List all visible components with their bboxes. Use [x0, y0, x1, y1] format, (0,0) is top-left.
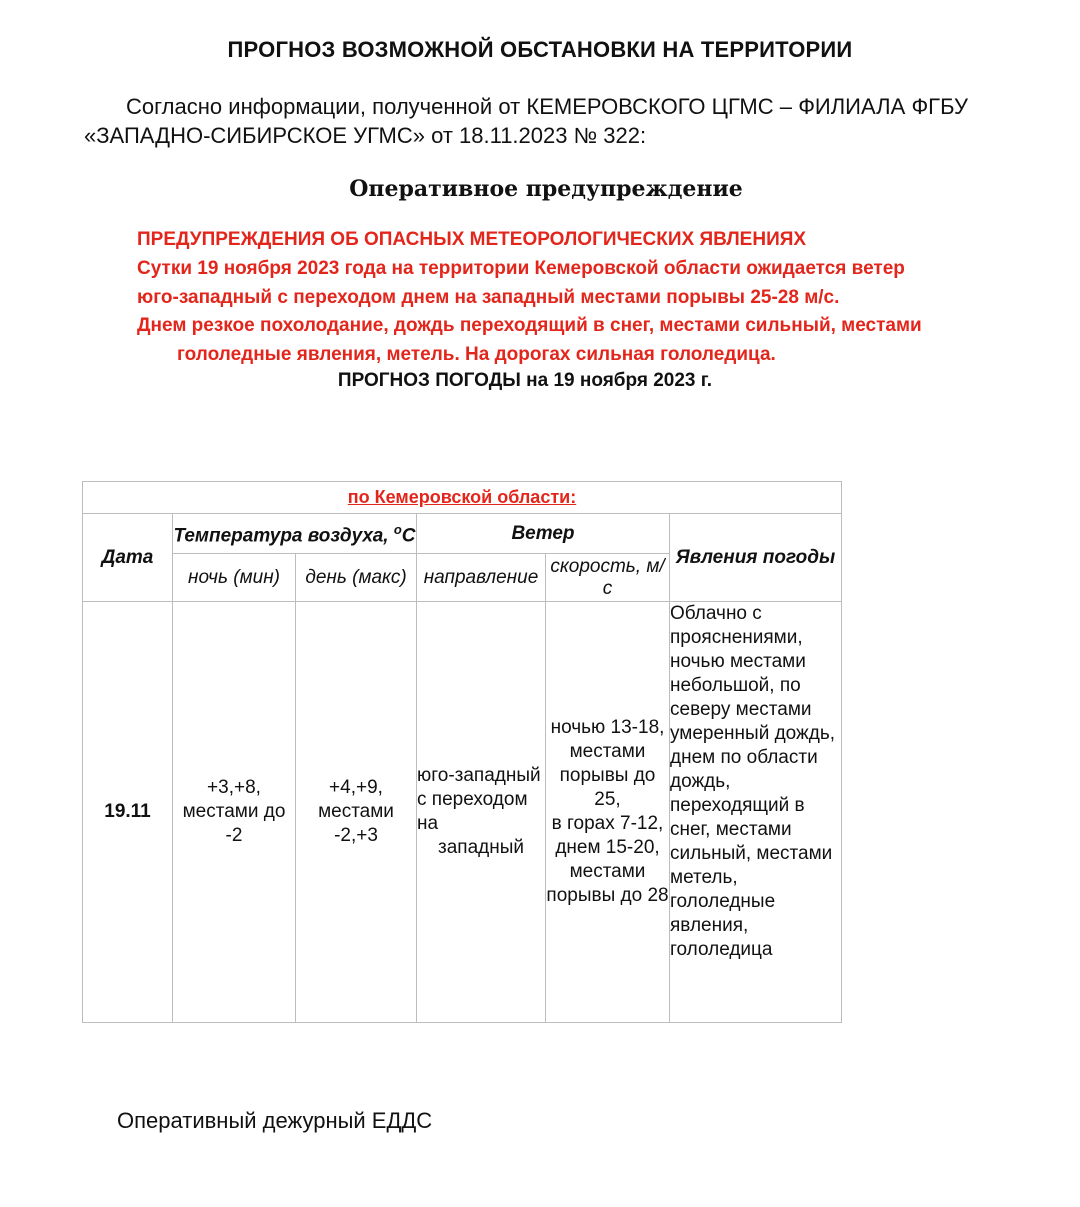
weather-table	[82, 481, 842, 1023]
warning-line: Днем резкое похолодание, дождь переходящий в снег, местами сильный, местами	[137, 315, 922, 336]
header-direction: направление	[417, 554, 546, 602]
header-temperature-label: Температура воздуха,	[173, 525, 394, 547]
direction-line: юго-западный	[417, 765, 541, 786]
subtitle: Оперативное предупреждение	[349, 176, 743, 202]
region-label: по Кемеровской области:	[347, 487, 577, 507]
forecast-heading-date: на 19 ноября 2023 г.	[520, 370, 713, 391]
speed-line: днем 15-20, местами порывы до 28	[546, 837, 669, 906]
warning-heading: ПРЕДУПРЕЖДЕНИЯ ОБ ОПАСНЫХ МЕТЕОРОЛОГИЧЕСКИХ ЯВЛЕНИЯХ	[137, 229, 807, 250]
speed-line: местами порывы до 25,	[559, 741, 656, 810]
header-date: Дата	[83, 514, 173, 602]
header-wind: Ветер	[417, 514, 670, 554]
warning-line: гололедные явления, метель. На дорогах сильная гололедица.	[177, 344, 776, 365]
header-phenomena: Явления погоды	[670, 514, 842, 602]
cell-date: 19.11	[83, 602, 173, 1023]
header-speed: скорость, м/с	[546, 554, 670, 602]
region-header	[83, 482, 842, 514]
forecast-heading-bold: ПРОГНОЗ ПОГОДЫ	[337, 370, 521, 391]
header-temperature-unit: С	[401, 525, 416, 547]
degree-sup: о	[393, 522, 402, 538]
cell-day-temp: +4,+9, местами -2,+3	[296, 602, 417, 1023]
warning-line: юго-западный с переходом днем на западный местами порывы 25-28 м/с.	[137, 287, 840, 308]
cell-speed	[546, 602, 670, 1023]
direction-line: с переходом на	[417, 789, 528, 834]
document-title: ПРОГНОЗ ВОЗМОЖНОЙ ОБСТАНОВКИ НА ТЕРРИТОРИИ	[227, 37, 853, 62]
header-temperature	[173, 514, 417, 554]
header-day: день (макс)	[296, 554, 417, 602]
speed-line: ночью 13-18,	[550, 717, 665, 738]
speed-line: в горах 7-12,	[551, 813, 664, 834]
cell-phenomena: Облачно с прояснениями, ночью местами небольшой, по северу местами умеренный дождь, днем по области дождь, переходящий в снег, местами сильный, местами метель, гололедные явления, гололедица	[670, 602, 842, 1023]
header-night: ночь (мин)	[173, 554, 296, 602]
footer-signature: Оперативный дежурный ЕДДС	[117, 1108, 433, 1133]
warning-line: Сутки 19 ноября 2023 года на территории Кемеровской области ожидается ветер	[137, 258, 905, 279]
cell-night-temp: +3,+8, местами до -2	[173, 602, 296, 1023]
forecast-heading	[0, 368, 1050, 394]
direction-line: западный	[438, 837, 524, 858]
intro-paragraph: Согласно информации, полученной от КЕМЕРОВСКОГО ЦГМС – ФИЛИАЛА ФГБУ «ЗАПАДНО-СИБИРСКОЕ УГМС» от 18.11.2023 № 322:	[84, 94, 968, 148]
cell-direction	[417, 602, 546, 1023]
